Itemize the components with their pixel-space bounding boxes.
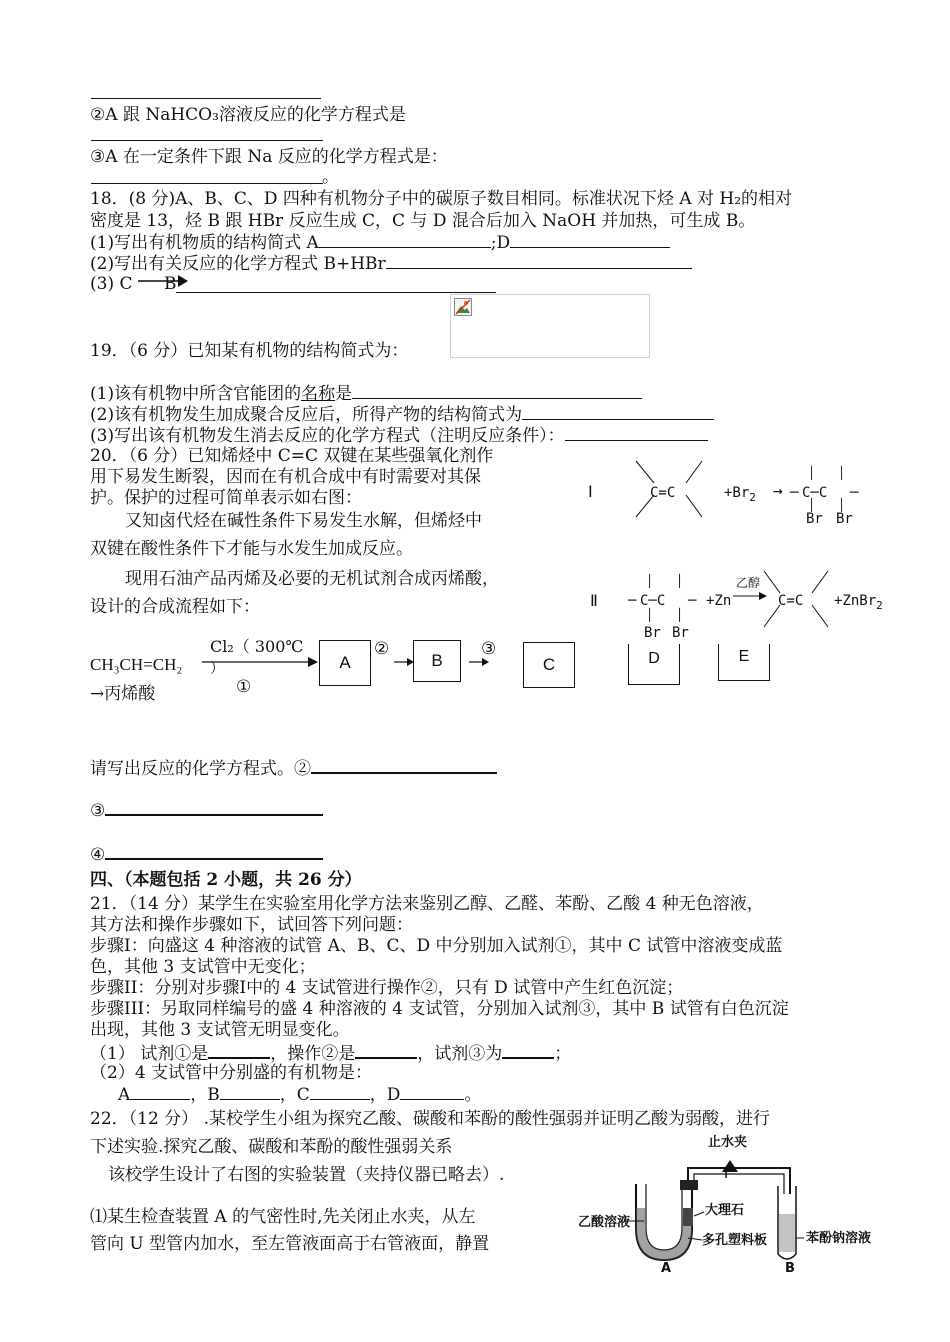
scheme-plus-br2: [724, 482, 756, 509]
q21-line5: 步骤II：分别对步骤I中的 4 支试管进行操作②，只有 D 试管中产生红色沉淀；: [90, 978, 684, 998]
q22-line3: 该校学生设计了右图的实验装置（夹持仪器已略去）.: [108, 1165, 505, 1185]
flow-box-b: B: [413, 640, 461, 682]
q21-line6: 步骤III：另取同样编号的盛 4 种溶液的 4 支试管，分别加入试剂③，其中 B 试管有白色沉淀: [90, 999, 789, 1019]
q22-line5: 管向 U 型管内加水，至左管液面高于右管液面，静置: [90, 1234, 490, 1254]
scheme-plus-zn: +Zn: [706, 593, 732, 609]
scheme-minus-r: ─: [688, 593, 697, 609]
q21-label: ；: [554, 1044, 572, 1064]
answer-blank-d: [510, 231, 670, 248]
circle-3: ③: [90, 801, 106, 821]
scheme-bar: │: [838, 498, 846, 512]
scheme-minus-l: ─: [790, 485, 799, 501]
q19-intro: 19．（6 分）已知某有机物的结构简式为：: [90, 341, 409, 361]
scheme-cc-1: C=C: [650, 485, 676, 501]
answer-blank: [91, 98, 321, 99]
q19-label: (3)写出该有机物发生消去反应的化学方程式（注明反应条件）：: [90, 426, 565, 446]
answer-blank: [565, 424, 708, 441]
scheme-br: Br: [836, 511, 853, 527]
q19-label-emph: 名称: [301, 384, 336, 404]
flow-box-e: E: [718, 644, 770, 681]
flow-step-3: ③: [481, 639, 497, 659]
flow-start: CH₃CH=CH₂: [90, 655, 183, 674]
scheme-roman-1: Ⅰ: [588, 482, 593, 501]
scheme-bar: │: [808, 466, 816, 480]
q20-ans4: [90, 842, 323, 866]
answer-blank: [522, 403, 714, 420]
q21-label: ，操作②是: [270, 1044, 356, 1064]
q21-label: ，试剂③为: [417, 1044, 503, 1064]
reaction-arrow-icon: [468, 656, 490, 668]
q18-part1-label: (1)写出有机物质的结构简式 A: [90, 233, 319, 253]
q21-line10: [118, 1083, 481, 1106]
broken-image-icon: [454, 298, 472, 316]
label-acetic: 乙酸溶液: [578, 1215, 631, 1230]
scheme-bar: │: [838, 466, 846, 480]
answer-blank: [502, 1041, 554, 1059]
q20-line7: 设计的合成流程如下：: [90, 597, 260, 617]
q19-label: (2)该有机物发生加成聚合反应后，所得产物的结构简式为: [90, 405, 523, 425]
scheme-br: Br: [644, 625, 661, 641]
q21-line2: 其方法和操作步骤如下，试回答下列问题：: [90, 915, 413, 935]
scheme-bar: │: [676, 574, 684, 588]
q22-line1: 22．（12 分） .某校学生小组为探究乙酸、碳酸和苯酚的酸性强弱并证明乙酸为弱酸，进行: [90, 1109, 770, 1129]
flow-end: →丙烯酸: [90, 684, 156, 704]
q21-line4: 色，其他 3 支试管中无变化；: [90, 957, 316, 977]
q18-line1: 18．(8 分)A、B、C、D 四种有机物分子中的碳原子数目相同。标准状况下烃 A 对 H₂的相对: [90, 189, 793, 209]
q20-ask-label: 请写出反应的化学方程式。②: [90, 759, 311, 779]
reaction-arrow-icon: [393, 656, 415, 668]
q20-ans3: [90, 798, 323, 822]
answer-blank: [311, 756, 497, 774]
scheme-br: Br: [806, 511, 823, 527]
q18-line5: [90, 273, 133, 295]
scheme-bar: │: [808, 498, 816, 512]
answer-blank: [220, 1083, 280, 1100]
q19-line3: [90, 424, 708, 447]
flow-box-a: A: [319, 640, 371, 686]
scheme-sub: 2: [876, 598, 883, 612]
q21-label: （1） 试剂①是: [90, 1044, 209, 1064]
q20-line2: 用下易发生断裂，因而在有机合成中有时需要对其保: [90, 467, 481, 487]
scheme-bar: │: [676, 608, 684, 622]
answer-blank: [386, 252, 692, 269]
scheme-reagent: +ZnBr: [834, 593, 877, 609]
structure-image-placeholder: [450, 294, 650, 358]
q21-line3: 步骤I：向盛这 4 种溶液的试管 A、B、C、D 中分别加入试剂①，其中 C 试管中溶液变成蓝: [90, 936, 783, 956]
q18-line2: 密度是 13，烃 B 跟 HBr 反应生成 C，C 与 D 混合后加入 NaOH 并加热，可生成 B。: [90, 211, 756, 231]
q21-label: ，D: [369, 1085, 401, 1105]
answer-blank: [105, 798, 323, 816]
question-line: ②A 跟 NaHCO₃溶液反应的化学方程式是: [90, 105, 406, 125]
answer-blank-a: [319, 231, 491, 248]
q20-line4: 又知卤代烃在碱性条件下易发生水解，但烯烃中: [125, 511, 482, 531]
answer-blank: [400, 1083, 464, 1100]
answer-blank: [355, 1041, 417, 1059]
scheme-minus-l: ─: [628, 593, 637, 609]
q20-line1: 20．（6 分）已知烯烃中 C=C 双键在某些强氧化剂作: [90, 446, 494, 466]
scheme-cc-2: C=C: [778, 593, 804, 609]
q18-line3: [90, 231, 670, 254]
label-plate: 多孔塑料板: [702, 1233, 768, 1248]
scheme-sub: 2: [749, 490, 756, 504]
q21-line7: 出现，其他 3 支试管无明显变化。: [90, 1020, 350, 1040]
flow-box-c: C: [523, 642, 575, 688]
answer-blank: [130, 1083, 190, 1100]
q20-ask: [90, 756, 497, 780]
q21-label: A: [118, 1085, 131, 1105]
flow-condition: Cl₂（ 300℃: [210, 637, 304, 656]
label-phenoxide: 苯酚钠溶液: [806, 1231, 872, 1246]
scheme-reagent: +Br: [724, 485, 750, 501]
scheme-cc-single-1: C─C: [802, 485, 828, 501]
q22-line2: 下述实验.探究乙酸、碳酸和苯酚的酸性强弱关系: [90, 1137, 453, 1157]
scheme-roman-2: Ⅱ: [590, 591, 598, 610]
q18-part2-label: (2)写出有关反应的化学方程式 B+HBr: [90, 254, 386, 274]
scheme-cc-single-2: C─C: [640, 593, 666, 609]
answer-blank: [208, 1041, 270, 1059]
period: 。: [322, 167, 339, 187]
scheme-bar: │: [646, 574, 654, 588]
q19-label: (1)该有机物中所含官能团的: [90, 384, 302, 404]
flow-paren: ）: [210, 661, 224, 677]
label-marble: 大理石: [705, 1203, 745, 1218]
q21-line9: （2）4 支试管中分别盛的有机物是：: [90, 1063, 373, 1083]
flow-box-d: D: [628, 644, 680, 685]
q19-line2: [90, 403, 714, 426]
section-title: 四、（本题包括 2 小题，共 26 分）: [90, 870, 362, 890]
flow-step-1: ①: [236, 677, 252, 697]
question-line: ③A 在一定条件下跟 Na 反应的化学方程式是：: [90, 147, 448, 167]
label-b: B: [785, 1261, 795, 1276]
circle-4: ④: [90, 845, 106, 865]
q21-label: ，B: [190, 1085, 220, 1105]
q20-line6: 现用石油产品丙烯及必要的无机试剂合成丙烯酸，: [125, 569, 499, 589]
answer-blank: [176, 292, 496, 293]
label-clamp: 止水夹: [708, 1135, 748, 1150]
q18-part3-label: (3) C: [90, 274, 133, 294]
answer-blank: [310, 1083, 370, 1100]
q18-part1-label-d: ;D: [490, 233, 511, 253]
answer-blank: [91, 183, 323, 184]
scheme-bar: │: [646, 608, 654, 622]
q21-line1: 21．（14 分）某学生在实验室用化学方法来鉴别乙醇、乙醛、苯酚、乙酸 4 种无色溶液，: [90, 894, 764, 914]
q19-label-end: 是: [335, 384, 353, 404]
scheme-plus-znbr2: [834, 590, 883, 617]
q21-label: ，C: [279, 1085, 310, 1105]
answer-blank: [352, 382, 642, 399]
q18-part3-product: B: [164, 274, 177, 294]
answer-blank: [105, 842, 323, 860]
scheme-arrow-1: →: [773, 481, 783, 500]
q20-line3: 护。保护的过程可简单表示如右图：: [90, 488, 362, 508]
label-a: A: [661, 1261, 672, 1276]
scheme-br: Br: [672, 625, 689, 641]
q18-line4: [90, 252, 692, 275]
reaction-arrow-icon: [200, 655, 320, 669]
answer-blank: [91, 140, 323, 141]
q19-line1: [90, 382, 642, 405]
flow-step-2: ②: [374, 639, 390, 659]
q21-label: 。: [464, 1085, 482, 1105]
q22-line4: ⑴某生检查装置 A 的气密性时,先关闭止水夹，从左: [90, 1207, 476, 1227]
scheme-ethanol: 乙醇: [736, 576, 761, 590]
q20-line5: 双键在酸性条件下才能与水发生加成反应。: [90, 539, 413, 559]
scheme-minus-r: ─: [850, 485, 859, 501]
